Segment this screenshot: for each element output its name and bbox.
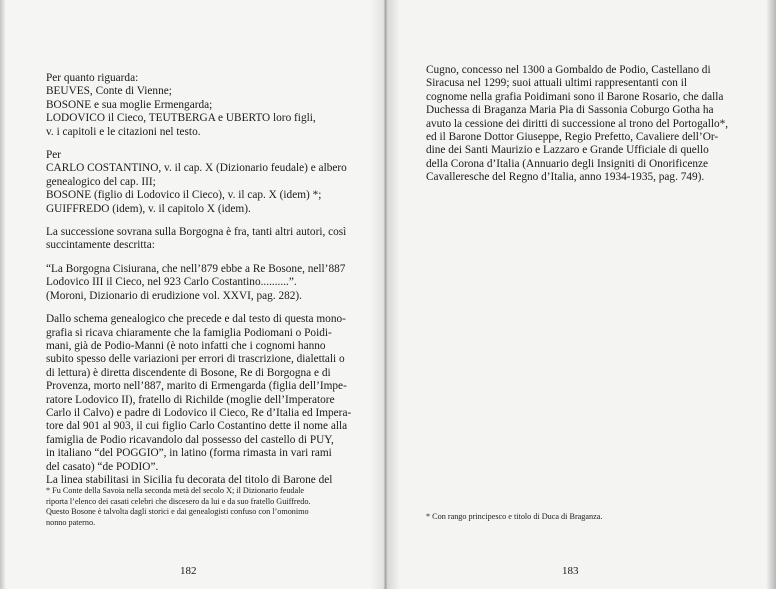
- text-line: BEUVES, Conte di Vienne;: [46, 85, 172, 98]
- text-line: CARLO COSTANTINO, v. il cap. X (Dizionario feudale) e albero: [46, 162, 347, 175]
- text-line: Siracusa nel 1299; suoi attuali ultimi rappresentanti con il: [426, 77, 688, 90]
- text-line: genealogico del cap. III;: [46, 175, 156, 188]
- text-line: di lettura) è diretta discendente di Bosone, Re di Borgogna e di: [46, 366, 331, 379]
- text-line: cognome nella grafia Poidimani sono il Barone Rosario, che dalla: [426, 90, 724, 103]
- text-line: Cavalleresche del Regno d’Italia, anno 1934-1935, pag. 749).: [426, 171, 705, 184]
- footnote-line: Questo Bosone è talvolta dagli storici e dai genealogisti confuso con l’omonimo: [46, 507, 309, 517]
- left-body-text: [46, 72, 360, 487]
- right-body-text: [426, 64, 729, 185]
- text-line: Carlo il Calvo) e padre di Lodovico il Cieco, Re d’Italia ed Impera-: [46, 406, 352, 419]
- text-line: subito spesso delle variazioni per errori di trascrizione, dialettali o: [46, 353, 345, 366]
- page-number-right: 183: [562, 565, 579, 577]
- page-number-left: 182: [180, 565, 197, 577]
- text-line: ratore Lodovico II), fratello di Richilde (moglie dell’Imperatore: [46, 393, 335, 406]
- paragraph-quotation: [46, 263, 360, 303]
- text-line: in italiano “del POGGIO”, in latino (forma rimasta in vari rami: [46, 447, 332, 460]
- book-gutter-shadow: [370, 0, 400, 589]
- paragraph-per: [46, 149, 360, 216]
- page-edge-shadow: [766, 0, 776, 589]
- text-line: Per: [46, 149, 62, 162]
- footnote-line: riporta l’elenco dei casati celebri che discesero da lui e da suo fratello Guiffredo.: [46, 496, 311, 506]
- paragraph-cugno: [426, 64, 729, 185]
- text-line: ed il Barone Dottor Giuseppe, Regio Prefetto, Cavaliere dell’Or-: [426, 131, 719, 144]
- text-line: Provenza, morto nell’887, marito di Ermengarda (figlia dell’Impe-: [46, 380, 347, 393]
- text-line: La linea stabilitasi in Sicilia fu decorata del titolo di Barone del: [46, 473, 333, 486]
- text-line: della Corona d’Italia (Annuario degli Insigniti di Onorificenze: [426, 157, 709, 170]
- paragraph-gap: [46, 216, 360, 226]
- left-footnote: [46, 486, 356, 528]
- text-line: famiglia de Podio ricavandolo dal possesso del castello di PUY,: [46, 433, 334, 446]
- text-line: v. i capitoli e le citazioni nel testo.: [46, 125, 201, 138]
- text-line: dine dei Santi Maurizio e Lazzaro e Grande Ufficiale di quello: [426, 144, 709, 157]
- paragraph-gap: [46, 139, 360, 149]
- text-line: succintamente descritta:: [46, 239, 155, 252]
- text-line: mani, già de Podio-Manni (è noto infatti che i cognomi hanno: [46, 339, 326, 352]
- text-line: Per quanto riguarda:: [46, 72, 139, 84]
- text-line: BOSONE (figlio di Lodovico il Cieco), v. il cap. X (idem) *;: [46, 189, 322, 202]
- paragraph-gap: [46, 303, 360, 313]
- page-edge-shadow: [0, 0, 6, 589]
- text-line: GUIFFREDO (idem), v. il capitolo X (idem).: [46, 202, 251, 215]
- footnote-line: * Con rango principesco e titolo di Duca di Braganza.: [426, 512, 603, 521]
- paragraph-successione: [46, 226, 360, 253]
- text-line: Lodovico III il Cieco, nel 923 Carlo Costantino..........”.: [46, 276, 297, 289]
- text-line: La successione sovrana sulla Borgogna è fra, tanti altri autori, così: [46, 226, 347, 239]
- footnote-line: * Fu Conte della Savoia nella seconda metà del secolo X; il Dizionario feudale: [46, 486, 305, 495]
- paragraph-schema: [46, 313, 360, 487]
- text-line: Dallo schema genealogico che precede e dal testo di questa mono-: [46, 313, 346, 326]
- text-line: Cugno, concesso nel 1300 a Gombaldo de Podio, Castellano di: [426, 64, 711, 76]
- paragraph-riguarda: [46, 72, 360, 139]
- text-line: “La Borgogna Cisiurana, che nell’879 ebbe a Re Bosone, nell’887: [46, 262, 346, 275]
- text-line: BOSONE e sua moglie Ermengarda;: [46, 98, 213, 111]
- text-line: Duchessa di Braganza Maria Pia di Sassonia Coburgo Gotha ha: [426, 104, 714, 117]
- right-footnote: [426, 512, 726, 523]
- text-line: grafia si ricava chiaramente che la famiglia Podiomani o Poidi-: [46, 326, 332, 339]
- text-line: avuto la cessione dei diritti di successione al trono del Portogallo*,: [426, 117, 729, 130]
- text-line: (Moroni, Dizionario di erudizione vol. XXVI, pag. 282).: [46, 289, 303, 302]
- text-line: tore dal 901 al 903, il cui figlio Carlo Costantino dette il nome alla: [46, 420, 348, 433]
- left-page: [0, 0, 386, 589]
- text-line: LODOVICO il Cieco, TEUTBERGA e UBERTO loro figli,: [46, 112, 316, 125]
- footnote-line: nonno paterno.: [46, 517, 96, 527]
- text-line: del casato) “de PODIO”.: [46, 460, 159, 473]
- paragraph-gap: [46, 253, 360, 263]
- right-page: [386, 0, 776, 589]
